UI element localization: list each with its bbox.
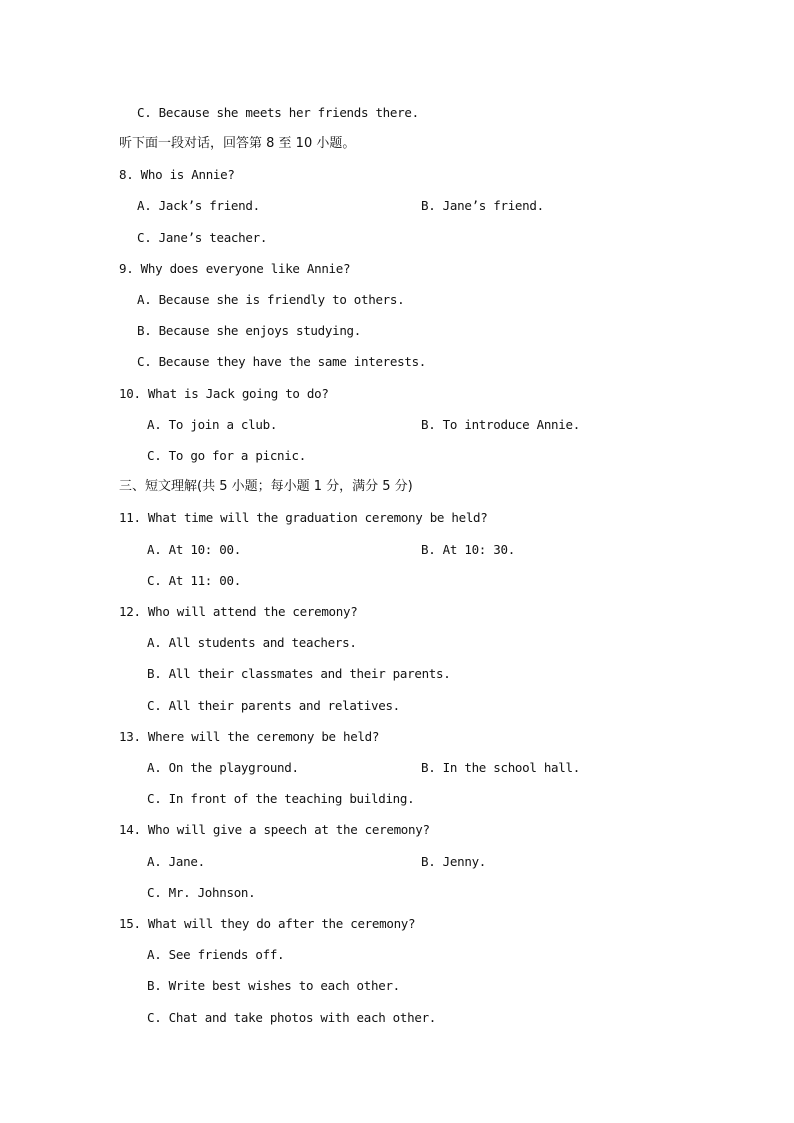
- question-9: 9. Why does everyone like Annie?: [119, 261, 351, 276]
- q9-option-c: C. Because they have the same interests.: [137, 354, 427, 369]
- q13-option-b: B. In the school hall.: [421, 760, 580, 775]
- question-8: 8. Who is Annie?: [119, 167, 235, 182]
- q9-option-a: A. Because she is friendly to others.: [137, 292, 405, 307]
- q8-option-c: C. Jane’s teacher.: [137, 230, 268, 245]
- q14-option-a: A. Jane.: [147, 854, 205, 869]
- question-11: 11. What time will the graduation ceremony be held?: [119, 510, 488, 525]
- q15-option-b: B. Write best wishes to each other.: [147, 978, 400, 993]
- question-12: 12. Who will attend the ceremony?: [119, 604, 358, 619]
- q11-option-c: C. At 11: 00.: [147, 573, 241, 588]
- q15-option-a: A. See friends off.: [147, 947, 285, 962]
- question-10: 10. What is Jack going to do?: [119, 386, 329, 401]
- q12-option-a: A. All students and teachers.: [147, 635, 357, 650]
- q8-option-a: A. Jack’s friend.: [137, 198, 260, 213]
- section-heading-reading: 三、短文理解(共 5 小题；每小题 1 分，满分 5 分): [119, 479, 413, 494]
- q15-option-c: C. Chat and take photos with each other.: [147, 1010, 437, 1025]
- q13-option-a: A. On the playground.: [147, 760, 299, 775]
- q10-option-a: A. To join a club.: [147, 417, 278, 432]
- q7-option-c: C. Because she meets her friends there.: [137, 105, 419, 120]
- section-heading-listening: 听下面一段对话，回答第 8 至 10 小题。: [119, 136, 356, 151]
- q14-option-c: C. Mr. Johnson.: [147, 885, 256, 900]
- q11-option-b: B. At 10: 30.: [421, 542, 515, 557]
- q10-option-b: B. To introduce Annie.: [421, 417, 580, 432]
- q14-option-b: B. Jenny.: [421, 854, 487, 869]
- q8-option-b: B. Jane’s friend.: [421, 198, 544, 213]
- q9-option-b: B. Because she enjoys studying.: [137, 323, 361, 338]
- q12-option-c: C. All their parents and relatives.: [147, 698, 400, 713]
- question-15: 15. What will they do after the ceremony?: [119, 916, 416, 931]
- q13-option-c: C. In front of the teaching building.: [147, 791, 415, 806]
- q11-option-a: A. At 10: 00.: [147, 542, 241, 557]
- q10-option-c: C. To go for a picnic.: [147, 448, 306, 463]
- q12-option-b: B. All their classmates and their parents.: [147, 666, 451, 681]
- question-14: 14. Who will give a speech at the ceremony?: [119, 822, 430, 837]
- question-13: 13. Where will the ceremony be held?: [119, 729, 380, 744]
